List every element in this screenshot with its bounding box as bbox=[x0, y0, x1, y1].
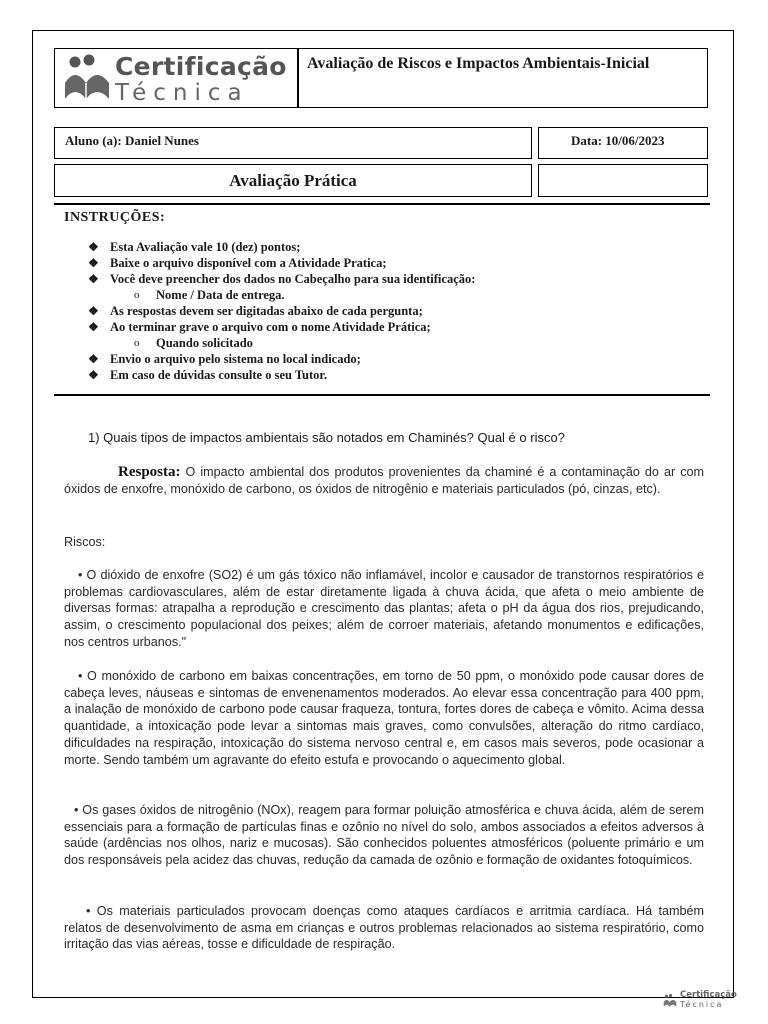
diamond-bullet-icon: ❖ bbox=[88, 352, 99, 366]
date-field: Data: 10/06/2023 bbox=[571, 133, 665, 148]
evaluation-box bbox=[54, 164, 532, 197]
risk-paragraph-so2: • O dióxido de enxofre (SO2) é um gás tóxico não inflamável, incolor e causador de transtornos respiratórios e problemas cardiovasculares, além de estar diretamente ligada à chuva ácida, que afeta o meio ambiente de diversas formas: atrapalha a reprodução e crescimento das plantas; afeta o pH da água dos rios, prejudicando, assim, o crescimento populacional dos peixes; além de corroer materiais, afetando monumentos e edificações, nos centros urbanos." bbox=[64, 568, 704, 649]
diamond-bullet-icon: ❖ bbox=[88, 304, 99, 318]
list-item: ❖ Ao terminar grave o arquivo com o nome Atividade Prática; bbox=[88, 320, 431, 334]
logo-line2: Técnica bbox=[115, 80, 249, 106]
divider-top bbox=[54, 203, 710, 205]
diamond-bullet-icon: ❖ bbox=[88, 320, 99, 334]
diamond-bullet-icon: ❖ bbox=[88, 256, 99, 270]
evaluation-title: Avaliação Prática bbox=[229, 171, 357, 190]
risk-paragraph-co: • O monóxido de carbono em baixas concentrações, em torno de 50 ppm, o monóxido pode causar dores de cabeça leves, náuseas e sintomas de envenenamentos moderados. Ao elevar essa concentração para 400 ppm, a inalação de monóxido de carbono pode causar fraqueza, tontura, fortes dores de cabeça e vômito. Acima dessa quantidade, a intoxicação pode levar a sintomas mais graves, como convulsões, alteração do ritmo cardíaco, dificuldades na respiração, intoxicação do sistema nervoso central e, em casos mais severos, pode ocasionar a morte. Sendo também um agravante do efeito estufa e provocando o aquecimento global. bbox=[64, 669, 704, 767]
diamond-bullet-icon: ❖ bbox=[88, 368, 99, 382]
title-box bbox=[298, 48, 708, 108]
student-box bbox=[54, 127, 532, 159]
list-item: ❖ Baixe o arquivo disponível com a Atividade Pratica; bbox=[88, 256, 387, 270]
logo-box bbox=[54, 48, 298, 108]
diamond-bullet-icon: ❖ bbox=[88, 272, 99, 286]
list-item: ❖ Em caso de dúvidas consulte o seu Tutor. bbox=[88, 368, 327, 382]
document-title: Avaliação de Riscos e Impactos Ambientais-Inicial bbox=[307, 55, 650, 72]
risks-label: Riscos: bbox=[64, 535, 106, 549]
question-text: 1) Quais tipos de impactos ambientais são notados em Chaminés? Qual é o risco? bbox=[88, 430, 565, 445]
footer-logo-line1: Certificação bbox=[680, 990, 737, 1000]
instructions-list bbox=[88, 239, 475, 383]
answer-label: Resposta: bbox=[118, 464, 181, 480]
circle-bullet-icon: o bbox=[134, 337, 140, 349]
footer-logo-line2: Técnica bbox=[680, 1000, 724, 1009]
diamond-bullet-icon: ❖ bbox=[88, 240, 99, 254]
list-item: ❖ Envio o arquivo pelo sistema no local indicado; bbox=[88, 352, 361, 366]
logo-line1: Certificação bbox=[115, 52, 287, 81]
list-subitem: o Nome / Data de entrega. bbox=[134, 288, 285, 302]
list-item: ❖ As respostas devem ser digitadas abaixo de cada pergunta; bbox=[88, 304, 423, 318]
list-item: ❖ Esta Avaliação vale 10 (dez) pontos; bbox=[88, 240, 301, 254]
answer-paragraph bbox=[64, 464, 704, 497]
logo-readers-icon bbox=[59, 53, 115, 105]
date-box bbox=[538, 127, 708, 159]
list-subitem: o Quando solicitado bbox=[134, 336, 253, 350]
risk-paragraph-particulates: • Os materiais particulados provocam doenças como ataques cardíacos e arritmia cardíaca. Há também relatos de desenvolvimento de asma em crianças e outros problemas relacionados ao sistema respiratório, como irritação das vias aéreas, tosse e dificuldade de respiração. bbox=[64, 904, 704, 952]
student-name: Aluno (a): Daniel Nunes bbox=[65, 133, 199, 148]
footer-logo bbox=[662, 991, 737, 1009]
divider-bottom bbox=[54, 394, 710, 396]
logo-text bbox=[115, 53, 287, 105]
list-item: ❖ Você deve preencher dos dados no Cabeçalho para sua identificação: bbox=[88, 272, 476, 286]
circle-bullet-icon: o bbox=[134, 289, 140, 301]
answer-text: O impacto ambiental dos produtos provenientes da chaminé é a contaminação do ar com óxidos de enxofre, monóxido de carbono, os óxidos de nitrogênio e materiais particulados (pó, cinzas, etc). bbox=[64, 465, 704, 496]
grade-box bbox=[538, 164, 708, 197]
risk-paragraph-nox: • Os gases óxidos de nitrogênio (NOx), reagem para formar poluição atmosférica e chuva ácida, além de serem essenciais para a formação de partículas finas e ozônio no nível do solo, ambos associados a efeitos adversos à saúde (ardências nos olhos, nariz e mucosas). São conhecidos poluentes atmosféricos (poluente primário e um dos responsáveis pela acidez das chuvas, redução da camada de ozônio e formação de oxidantes fotoquímicos. bbox=[64, 803, 704, 868]
footer-logo-icon bbox=[662, 993, 678, 1009]
instructions-heading: INSTRUÇÕES: bbox=[64, 210, 166, 225]
